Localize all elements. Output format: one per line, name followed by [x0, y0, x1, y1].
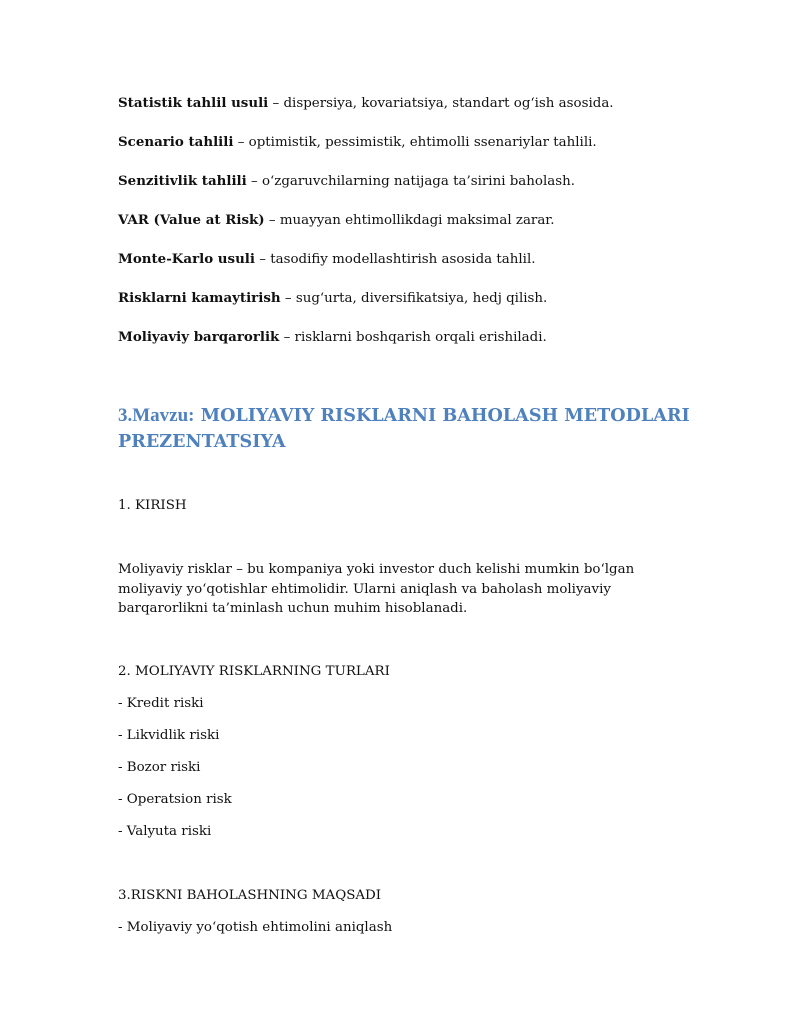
- method-desc: – sug‘urta, diversifikatsiya, hedj qilish.: [280, 291, 548, 306]
- method-term: Risklarni kamaytirish: [118, 290, 281, 306]
- method-line: [118, 289, 547, 308]
- method-term: Statistik tahlil usuli: [118, 95, 269, 111]
- method-desc: – optimistik, pessimistik, ehtimolli ssenariylar tahlili.: [233, 135, 597, 150]
- method-term: Senzitivlik tahlili: [118, 173, 247, 189]
- list-item: - Moliyaviy yo‘qotish ehtimolini aniqlash: [118, 920, 393, 935]
- method-line: [118, 211, 555, 230]
- method-line: [118, 133, 597, 152]
- intro-paragraph: Moliyaviy risklar – bu kompaniya yoki investor duch kelishi mumkin bo‘lgan moliyaviy yo‘qotishlar ehtimolidir. Ularni aniqlash va baholash moliyaviy barqarorlikni ta’minlash uchun muhim hisoblanadi.: [118, 562, 635, 616]
- method-term: Scenario tahlili: [118, 134, 234, 150]
- list-item: - Valyuta riski: [118, 824, 212, 839]
- list-item: - Operatsion risk: [118, 792, 232, 807]
- method-line: [118, 250, 536, 269]
- list-item: - Likvidlik riski: [118, 728, 220, 743]
- method-term: Monte-Karlo usuli: [118, 251, 255, 267]
- section-heading: 1. KIRISH: [118, 498, 187, 513]
- method-term: Moliyaviy barqarorlik: [118, 329, 280, 345]
- topic-heading: [118, 403, 718, 455]
- topic-number: 3.Mavzu:: [118, 405, 195, 426]
- method-desc: – o‘zgaruvchilarning natijaga ta’sirini baholash.: [246, 174, 575, 189]
- method-desc: – muayyan ehtimollikdagi maksimal zarar.: [264, 213, 555, 228]
- list-item: - Kredit riski: [118, 696, 204, 711]
- method-line: [118, 94, 614, 113]
- method-term: VAR (Value at Risk): [118, 212, 265, 228]
- method-desc: – tasodifiy modellashtirish asosida tahlil.: [255, 252, 536, 267]
- method-desc: – risklarni boshqarish orqali erishiladi.: [279, 330, 547, 345]
- topic-title: MOLIYAVIY RISKLARNI BAHOLASH METODLARI PREZENTATSIYA: [118, 405, 690, 452]
- section-heading: 3.RISKNI BAHOLASHNING MAQSADI: [118, 888, 382, 903]
- method-desc: – dispersiya, kovariatsiya, standart og‘ish asosida.: [268, 96, 614, 111]
- method-line: [118, 328, 547, 347]
- section-heading: 2. MOLIYAVIY RISKLARNING TURLARI: [118, 664, 390, 679]
- list-item: - Bozor riski: [118, 760, 201, 775]
- method-line: [118, 172, 575, 191]
